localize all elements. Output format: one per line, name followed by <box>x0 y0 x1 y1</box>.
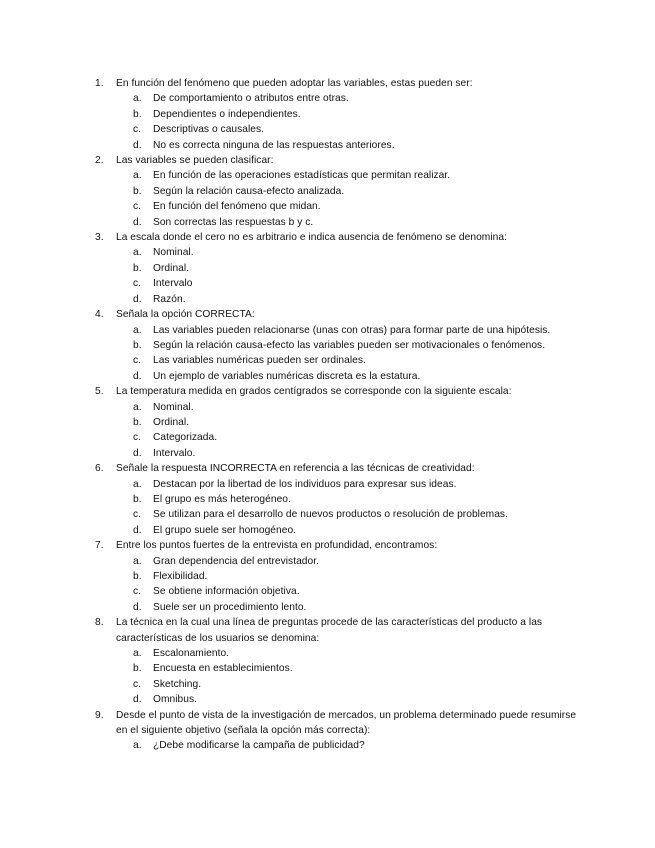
option-letter: a. <box>133 401 142 413</box>
option-letter: b. <box>133 571 142 582</box>
option-list <box>95 245 585 307</box>
option-item <box>95 400 585 415</box>
option-letter: d. <box>133 601 142 613</box>
question-number: 7. <box>95 540 104 552</box>
question-number: 9. <box>95 709 104 721</box>
option-letter: d. <box>133 447 142 459</box>
option-text: En función de las operaciones estadísticas que permitan realizar. <box>153 170 451 182</box>
option-item <box>95 107 585 122</box>
option-letter: a. <box>133 93 142 105</box>
option-item <box>95 184 585 199</box>
option-item <box>95 91 585 106</box>
option-letter: d. <box>133 524 142 536</box>
option-item <box>95 523 585 538</box>
question-text: La escala donde el cero no es arbitrario e indica ausencia de fenómeno se denomina: <box>116 232 507 244</box>
option-text: Escalonamiento. <box>153 648 230 660</box>
question-text: Desde el punto de vista de la investigación de mercados, un problema determinado puede resumirse en el siguiente objetivo (señala la opción más correcta): <box>116 709 577 737</box>
option-item <box>95 369 585 384</box>
question-number: 5. <box>95 386 104 398</box>
option-text: Sketching. <box>153 678 202 690</box>
option-item <box>95 292 585 307</box>
option-text: Dependientes o independientes. <box>153 108 301 120</box>
option-item <box>95 492 585 507</box>
option-text: Destacan por la libertad de los individuos para expresar sus ideas. <box>153 478 457 490</box>
option-text: Omnibus. <box>153 694 197 706</box>
option-text: Intervalo. <box>153 447 196 459</box>
question-4 <box>95 307 585 322</box>
option-item <box>95 554 585 569</box>
option-letter: c. <box>133 678 142 690</box>
option-letter: a. <box>133 170 142 182</box>
option-text: No es correcta ninguna de las respuestas anteriores. <box>153 139 395 151</box>
option-list <box>95 646 585 708</box>
option-text: Un ejemplo de variables numéricas discreta es la estatura. <box>153 370 421 382</box>
option-text: Categorizada. <box>153 432 218 444</box>
option-item <box>95 584 585 599</box>
option-letter: c. <box>133 124 142 136</box>
option-item <box>95 507 585 522</box>
question-text: Señale la respuesta INCORRECTA en referencia a las técnicas de creatividad: <box>116 463 475 475</box>
question-number: 3. <box>95 232 104 244</box>
option-text: Ordinal. <box>153 262 190 274</box>
option-item <box>95 323 585 338</box>
question-number: 8. <box>95 617 104 629</box>
option-item <box>95 338 585 353</box>
option-letter: a. <box>133 247 142 259</box>
question-9 <box>95 708 585 739</box>
option-text: Nominal. <box>153 247 194 259</box>
option-item <box>95 646 585 661</box>
option-item <box>95 477 585 492</box>
option-letter: c. <box>133 432 142 444</box>
option-item <box>95 446 585 461</box>
option-letter: d. <box>133 370 142 382</box>
option-text: Según la relación causa-efecto analizada. <box>153 185 345 197</box>
option-letter: b. <box>133 108 142 120</box>
option-text: De comportamiento o atributos entre otras. <box>153 93 349 105</box>
option-letter: c. <box>133 201 142 213</box>
question-text: La técnica en la cual una línea de preguntas procede de las características del producto a las características de los usuarios se denomina: <box>116 617 543 644</box>
option-list <box>95 400 585 462</box>
option-text: El grupo es más heterogéneo. <box>153 493 291 505</box>
option-list <box>95 554 585 616</box>
option-text: Son correctas las respuestas b y c. <box>153 216 314 228</box>
question-text: Señala la opción CORRECTA: <box>116 309 255 321</box>
option-letter: c. <box>133 278 142 290</box>
option-text: Según la relación causa-efecto las variables pueden ser motivacionales o fenómenos. <box>153 339 546 351</box>
option-item <box>95 215 585 230</box>
option-item <box>95 569 585 584</box>
question-text: Las variables se pueden clasificar: <box>116 155 274 167</box>
option-letter: a. <box>133 740 142 752</box>
option-letter: d. <box>133 216 142 228</box>
option-list <box>95 738 585 753</box>
option-item <box>95 430 585 445</box>
option-list <box>95 168 585 230</box>
option-item <box>95 276 585 291</box>
question-5 <box>95 384 585 399</box>
option-text: El grupo suele ser homogéneo. <box>153 524 297 536</box>
option-letter: a. <box>133 324 142 336</box>
option-letter: a. <box>133 648 142 660</box>
option-text: Las variables pueden relacionarse (unas con otras) para formar parte de una hipótesis. <box>153 324 551 336</box>
option-item <box>95 261 585 276</box>
option-item <box>95 353 585 368</box>
question-text: En función del fenómeno que pueden adoptar las variables, estas pueden ser: <box>116 78 473 89</box>
option-text: Razón. <box>153 293 186 305</box>
option-text: ¿Debe modificarse la campaña de publicidad? <box>153 740 365 752</box>
option-text: Encuesta en establecimientos. <box>153 663 293 675</box>
option-letter: c. <box>133 509 142 521</box>
option-list <box>95 323 585 385</box>
option-item <box>95 199 585 214</box>
option-text: Se utilizan para el desarrollo de nuevos productos o resolución de problemas. <box>153 509 508 521</box>
option-item <box>95 245 585 260</box>
option-text: Suele ser un procedimiento lento. <box>153 601 307 613</box>
question-6 <box>95 461 585 476</box>
option-list <box>95 477 585 539</box>
option-letter: b. <box>133 262 142 274</box>
option-text: Nominal. <box>153 401 194 413</box>
option-text: Ordinal. <box>153 416 190 428</box>
option-text: Se obtiene información objetiva. <box>153 586 300 598</box>
option-text: En función del fenómeno que midan. <box>153 201 321 213</box>
question-2 <box>95 153 585 168</box>
question-1 <box>95 76 585 91</box>
option-item <box>95 600 585 615</box>
option-letter: b. <box>133 416 142 428</box>
question-list <box>95 76 585 754</box>
question-number: 1. <box>95 78 104 89</box>
option-letter: d. <box>133 139 142 151</box>
option-item <box>95 692 585 707</box>
question-number: 2. <box>95 155 104 167</box>
option-text: Gran dependencia del entrevistador. <box>153 555 319 567</box>
question-3 <box>95 230 585 245</box>
option-text: Flexibilidad. <box>153 571 208 582</box>
option-text: Descriptivas o causales. <box>153 124 265 136</box>
option-letter: a. <box>133 478 142 490</box>
question-8 <box>95 615 585 646</box>
option-letter: c. <box>133 355 142 367</box>
option-letter: c. <box>133 586 142 598</box>
option-text: Intervalo <box>153 278 193 290</box>
option-letter: d. <box>133 293 142 305</box>
question-7 <box>95 538 585 553</box>
option-item <box>95 168 585 183</box>
option-item <box>95 738 585 753</box>
question-number: 6. <box>95 463 104 475</box>
option-item <box>95 415 585 430</box>
option-item <box>95 122 585 137</box>
option-list <box>95 91 585 153</box>
option-letter: b. <box>133 663 142 675</box>
option-letter: b. <box>133 339 142 351</box>
option-letter: a. <box>133 555 142 567</box>
question-text: Entre los puntos fuertes de la entrevista en profundidad, encontramos: <box>116 540 438 552</box>
question-text: La temperatura medida en grados centígrados se corresponde con la siguiente escala: <box>116 386 512 398</box>
question-number: 4. <box>95 309 104 321</box>
option-item <box>95 138 585 153</box>
option-letter: d. <box>133 694 142 706</box>
option-letter: b. <box>133 185 142 197</box>
option-item <box>95 677 585 692</box>
option-item <box>95 661 585 676</box>
option-letter: b. <box>133 493 142 505</box>
option-text: Las variables numéricas pueden ser ordinales. <box>153 355 366 367</box>
